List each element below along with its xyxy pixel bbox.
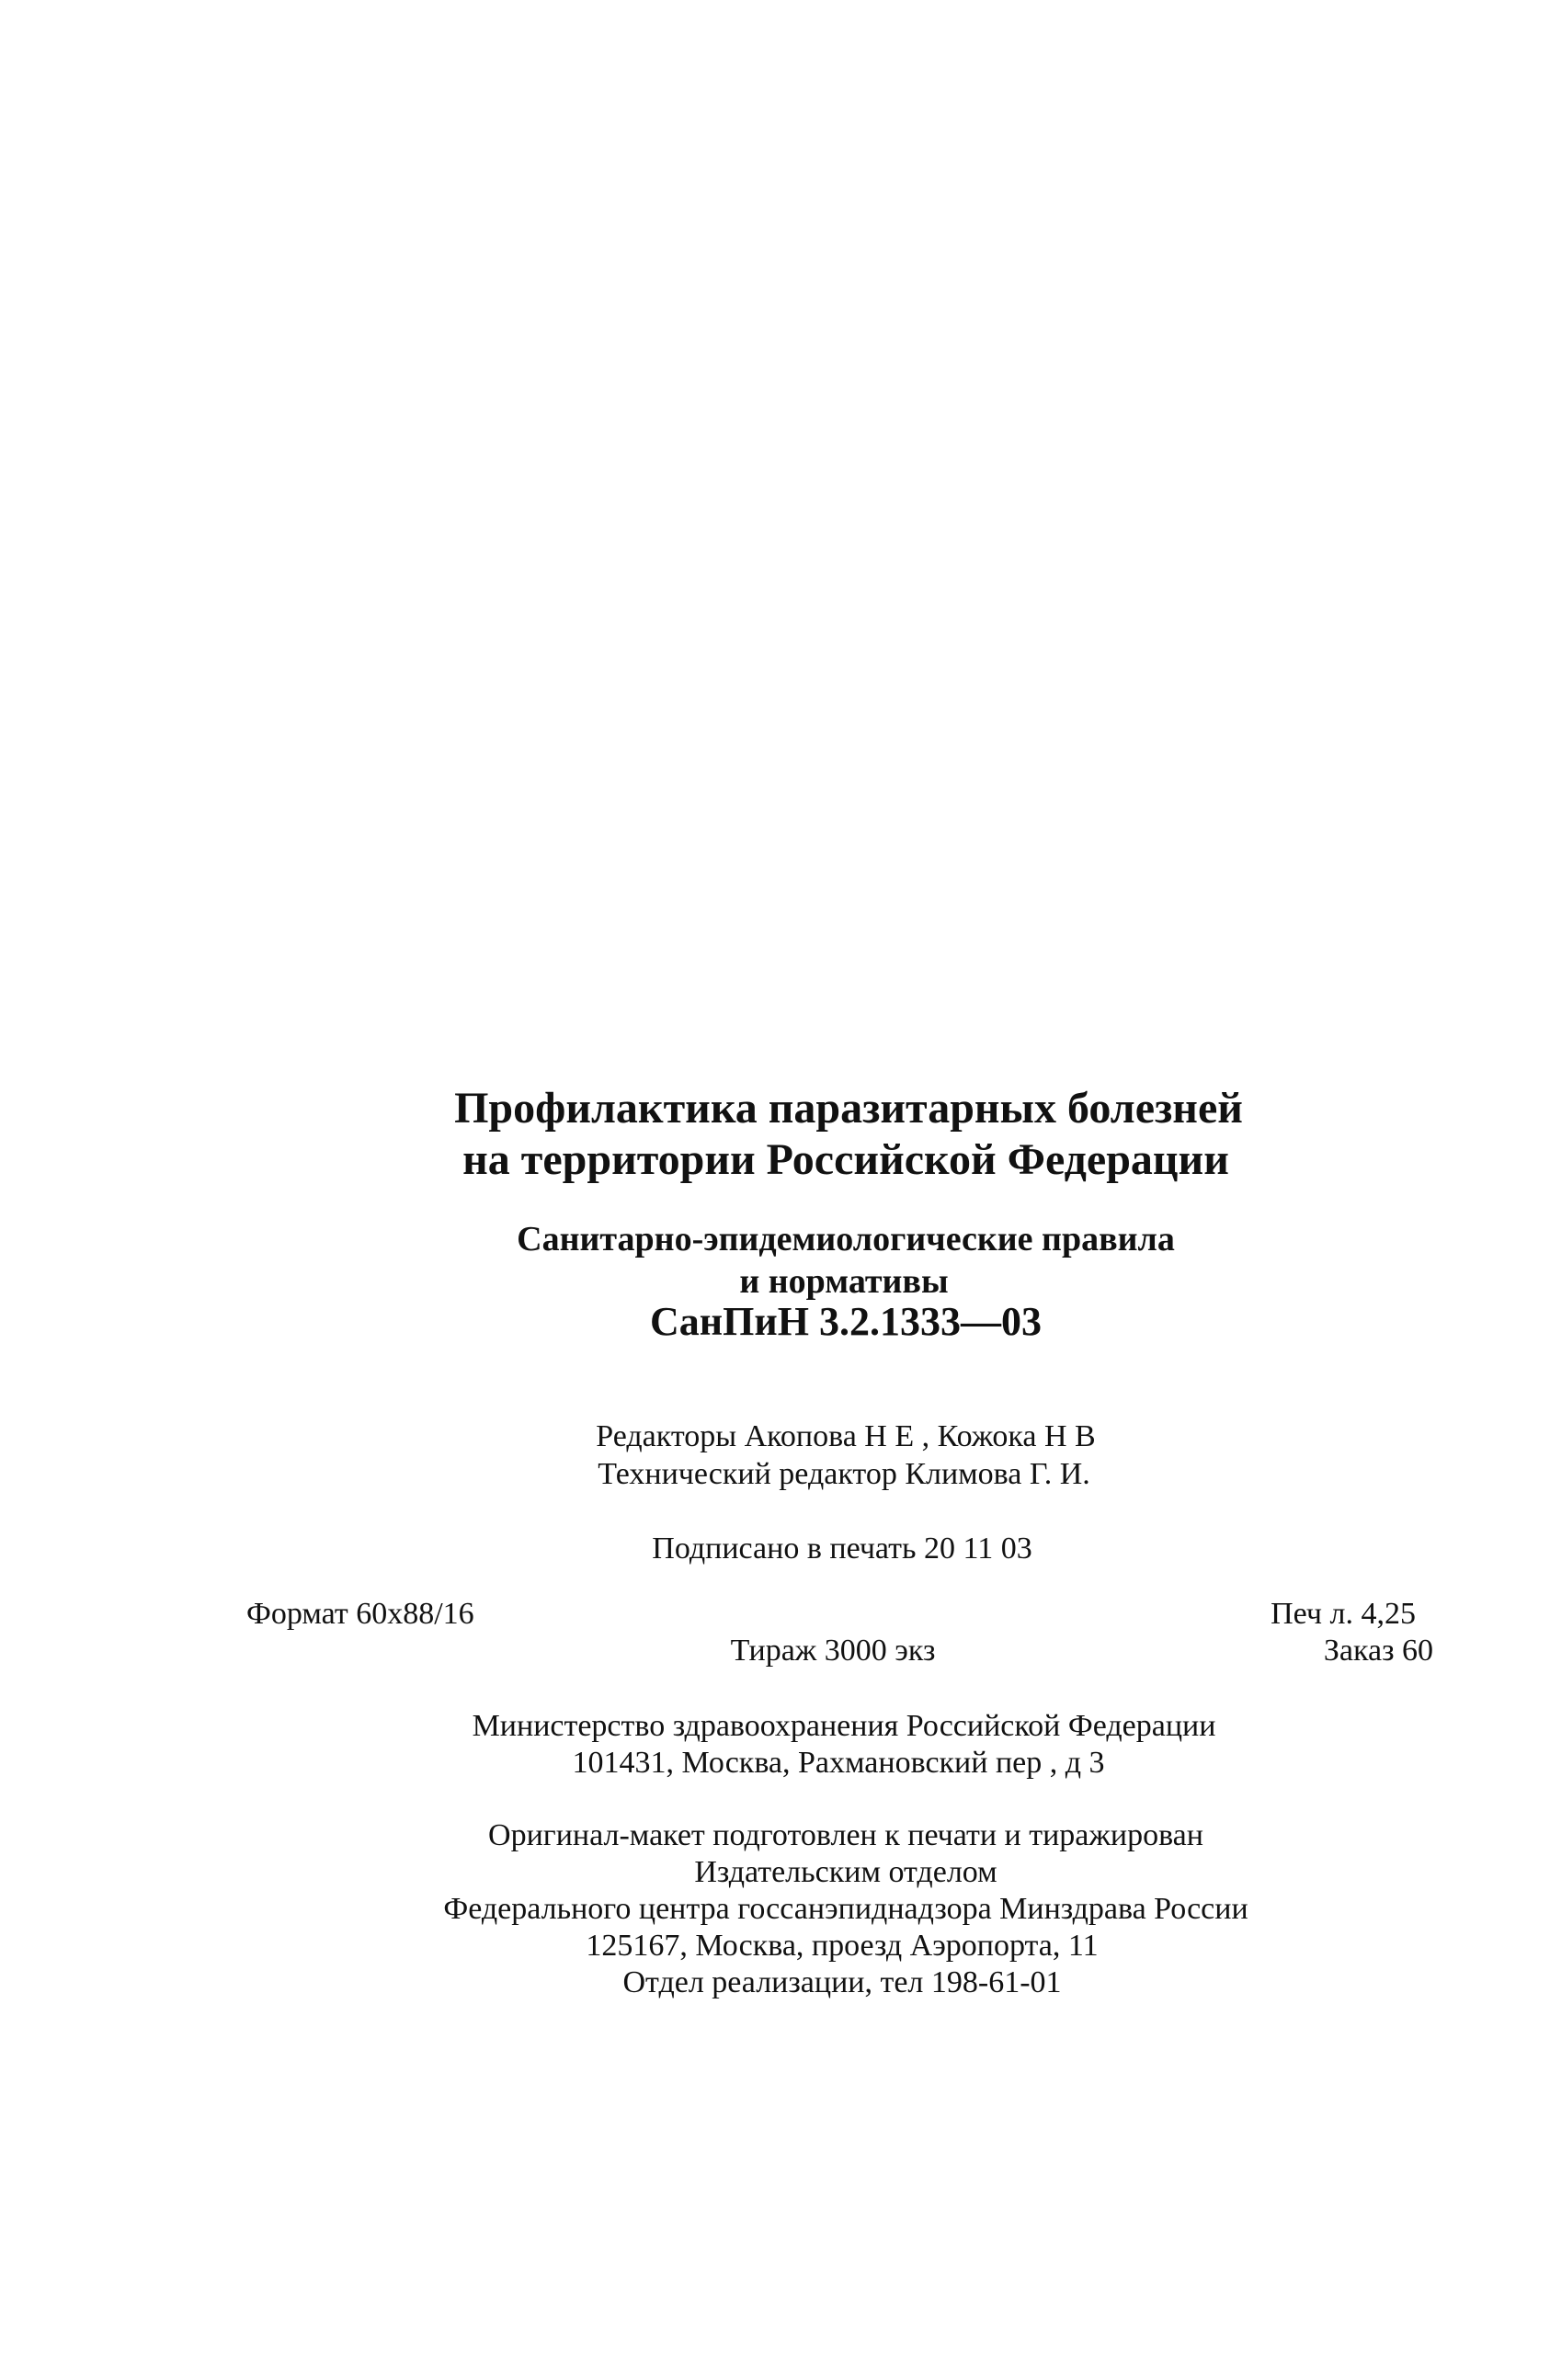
subtitle-line-2: и нормативы: [739, 1262, 949, 1301]
subtitle-line-1: Санитарно-эпидемиологические правила: [517, 1220, 1175, 1258]
sales-department-line: Отдел реализации, тел 198-61-01: [622, 1965, 1062, 1999]
technical-editor-line: Технический редактор Климова Г. И.: [598, 1457, 1090, 1491]
publisher-line-1: Оригинал-макет подготовлен к печати и тиражирован: [488, 1818, 1203, 1852]
title-line-1: Профилактика паразитарных болезней: [454, 1084, 1243, 1133]
sheets-label: Печ л. 4,25: [1271, 1597, 1416, 1631]
ministry-address-line: 101431, Москва, Рахмановский пер , д 3: [572, 1746, 1105, 1780]
publisher-address-line: 125167, Москва, проезд Аэропорта, 11: [586, 1929, 1099, 1963]
circulation-label: Тираж 3000 экз: [730, 1634, 936, 1668]
signed-date-line: Подписано в печать 20 11 03: [652, 1532, 1032, 1566]
editors-line: Редакторы Акопова Н Е , Кожока Н В: [596, 1419, 1096, 1453]
ministry-line: Министерство здравоохранения Российской Федерации: [472, 1709, 1216, 1743]
order-label: Заказ 60: [1323, 1634, 1433, 1668]
publisher-line-2: Издательским отделом: [694, 1855, 997, 1889]
title-line-2: на территории Российской Федерации: [462, 1135, 1229, 1184]
publisher-line-3: Федерального центра госсанэпиднадзора Минздрава России: [443, 1892, 1248, 1926]
document-code: СанПиН 3.2.1333—03: [650, 1299, 1042, 1344]
format-label: Формат 60x88/16: [246, 1597, 474, 1631]
